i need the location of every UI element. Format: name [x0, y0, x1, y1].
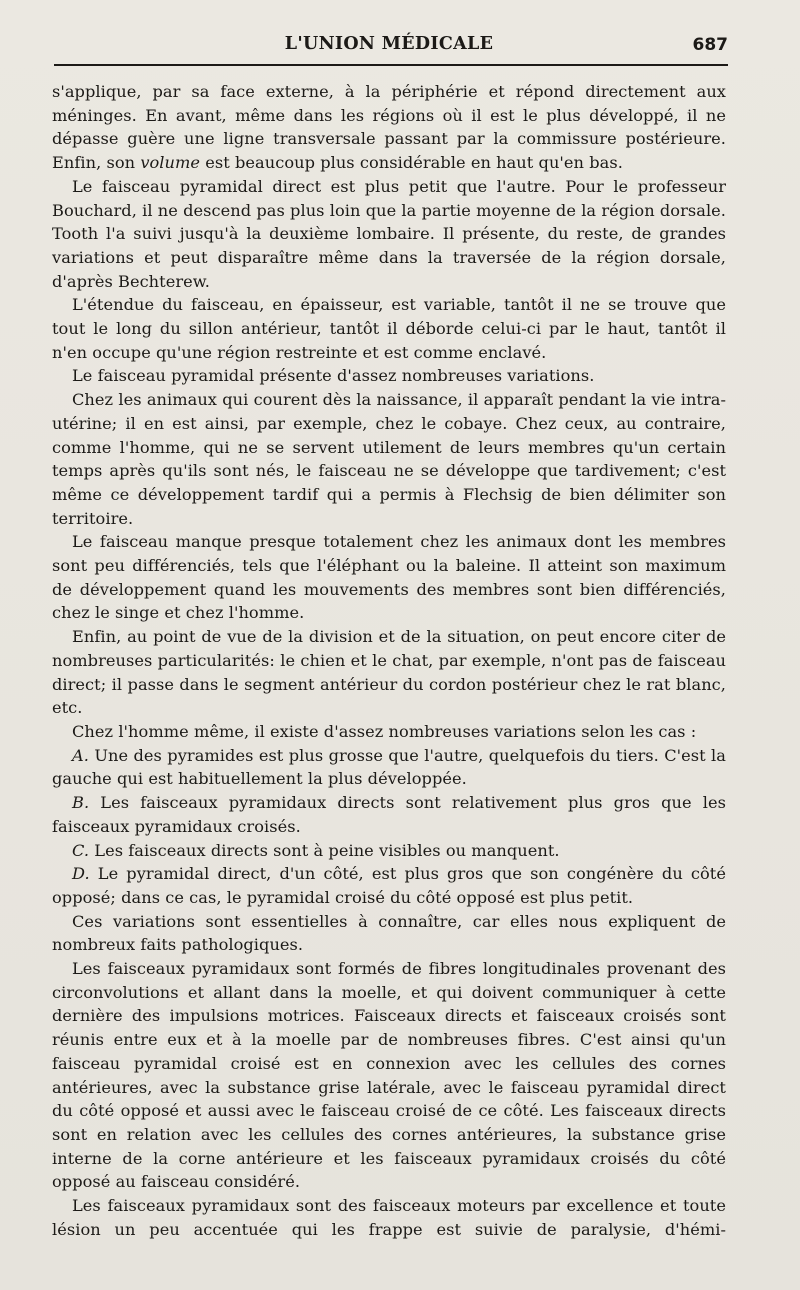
list-letter: D.	[72, 864, 90, 884]
body-text	[52, 80, 726, 1241]
list-letter: B.	[72, 793, 90, 813]
list-item-text: Le pyramidal direct, d'un côté, est plus gros que son congénère du côté opposé; dans ce cas, le pyramidal croisé du côté opposé est plus petit.	[52, 864, 726, 907]
list-letter: A.	[72, 745, 89, 765]
paragraph	[52, 293, 726, 364]
paragraph-text: s'applique, par sa face externe, à la périphérie et répond directement aux méninges. En avant, même dans les régions où il est le plus développé, il ne dépasse guère une ligne transversale passant par la commissure postérieure. Enfin, son volume est beaucoup plus considérable en haut qu'en bas.	[52, 82, 726, 173]
paragraph	[52, 388, 726, 530]
list-letter: C.	[72, 840, 90, 860]
paragraph	[52, 364, 726, 388]
list-item	[52, 744, 726, 791]
paragraph-text: Les faisceaux pyramidaux sont des faisceaux moteurs par excellence et toute lésion un peu accentuée qui les frappe est suivie de paralysie, d'hémi-	[52, 1196, 726, 1239]
paragraph	[52, 80, 726, 175]
list-item	[52, 839, 726, 863]
list-item-text: Les faisceaux directs sont à peine visibles ou manquent.	[94, 840, 560, 860]
paragraph	[52, 1194, 726, 1241]
paragraph	[52, 625, 726, 720]
page-header	[52, 34, 726, 64]
paragraph-text: Chez l'homme même, il existe d'assez nombreuses variations selon les cas :	[72, 721, 697, 741]
paragraph-text: Ces variations sont essentielles à connaître, car elles nous expliquent de nombreux faits pathologiques.	[52, 911, 726, 955]
paragraph-text: Le faisceau pyramidal direct est plus petit que l'autre. Pour le professeur Bouchard, il ne descend pas plus loin que la partie moyenne de la région dorsale. Tooth l'a suivi jusqu'à la deuxième lombaire. Il présente, du reste, de grandes variations et peut disparaître même dans la traversée de la région dorsale, d'après Bechterew.	[52, 176, 726, 291]
paragraph	[52, 720, 726, 744]
paragraph-text: Les faisceaux pyramidaux sont formés de fibres longitudinales provenant des circonvolutions et allant dans la moelle, et qui doivent communiquer à cette dernière des impulsions motrices. Faisceaux directs et faisceaux croisés sont réunis entre eux et à la moelle par de nombreuses fibres. C'est ainsi qu'un faisceau pyramidal croisé est en connexion avec les cellules des cornes antérieures, avec la substance grise latérale, avec le faisceau pyramidal direct du côté opposé et aussi avec le faisceau croisé de ce côté. Les faisceaux directs sont en relation avec les cellules des cornes antérieures, la substance grise interne de la corne antérieure et les faisceaux pyramidaux croisés du côté opposé au faisceau considéré.	[52, 959, 726, 1192]
paragraph	[52, 957, 726, 1194]
paragraph-text: L'étendue du faisceau, en épaisseur, est variable, tantôt il ne se trouve que tout le long du sillon antérieur, tantôt il déborde celui-ci par le haut, tantôt il n'en occupe qu'une région restreinte et est comme enclavé.	[52, 295, 726, 362]
list-item	[52, 791, 726, 838]
paragraph-text: Enfin, au point de vue de la division et de la situation, on peut encore citer de nombreuses particularités: le chien et le chat, par exemple, n'ont pas de faisceau direct; il passe dans le segment antérieur du cordon postérieur chez le rat blanc, etc.	[52, 627, 726, 718]
running-title: L'UNION MÉDICALE	[284, 34, 494, 54]
header-rule	[54, 64, 728, 66]
paragraph-text: Le faisceau pyramidal présente d'assez nombreuses variations.	[72, 366, 595, 386]
emphasized-word: volume	[140, 153, 201, 173]
list-item-text: Une des pyramides est plus grosse que l'autre, quelquefois du tiers. C'est la gauche qui est habituellement la plus développée.	[52, 745, 726, 789]
paragraph	[52, 530, 726, 625]
page-number: 687	[692, 35, 728, 55]
paragraph-text: Le faisceau manque presque totalement chez les animaux dont les membres sont peu différenciés, tels que l'éléphant ou la baleine. Il atteint son maximum de développement quand les mouvements des membres sont bien différenciés, chez le singe et chez l'homme.	[52, 532, 726, 623]
paragraph	[52, 910, 726, 957]
paragraph	[52, 175, 726, 294]
list-item-text: Les faisceaux pyramidaux directs sont relativement plus gros que les faisceaux pyramidaux croisés.	[52, 793, 726, 836]
list-item	[52, 862, 726, 909]
paragraph-text: Chez les animaux qui courent dès la naissance, il apparaît pendant la vie intra-utérine; il en est ainsi, par exemple, chez le cobaye. Chez ceux, au contraire, comme l'homme, qui ne se servent utilement de leurs membres qu'un certain temps après qu'ils sont nés, le faisceau ne se développe que tardivement; c'est même ce développement tardif qui a permis à Flechsig de bien délimiter son territoire.	[52, 390, 726, 528]
